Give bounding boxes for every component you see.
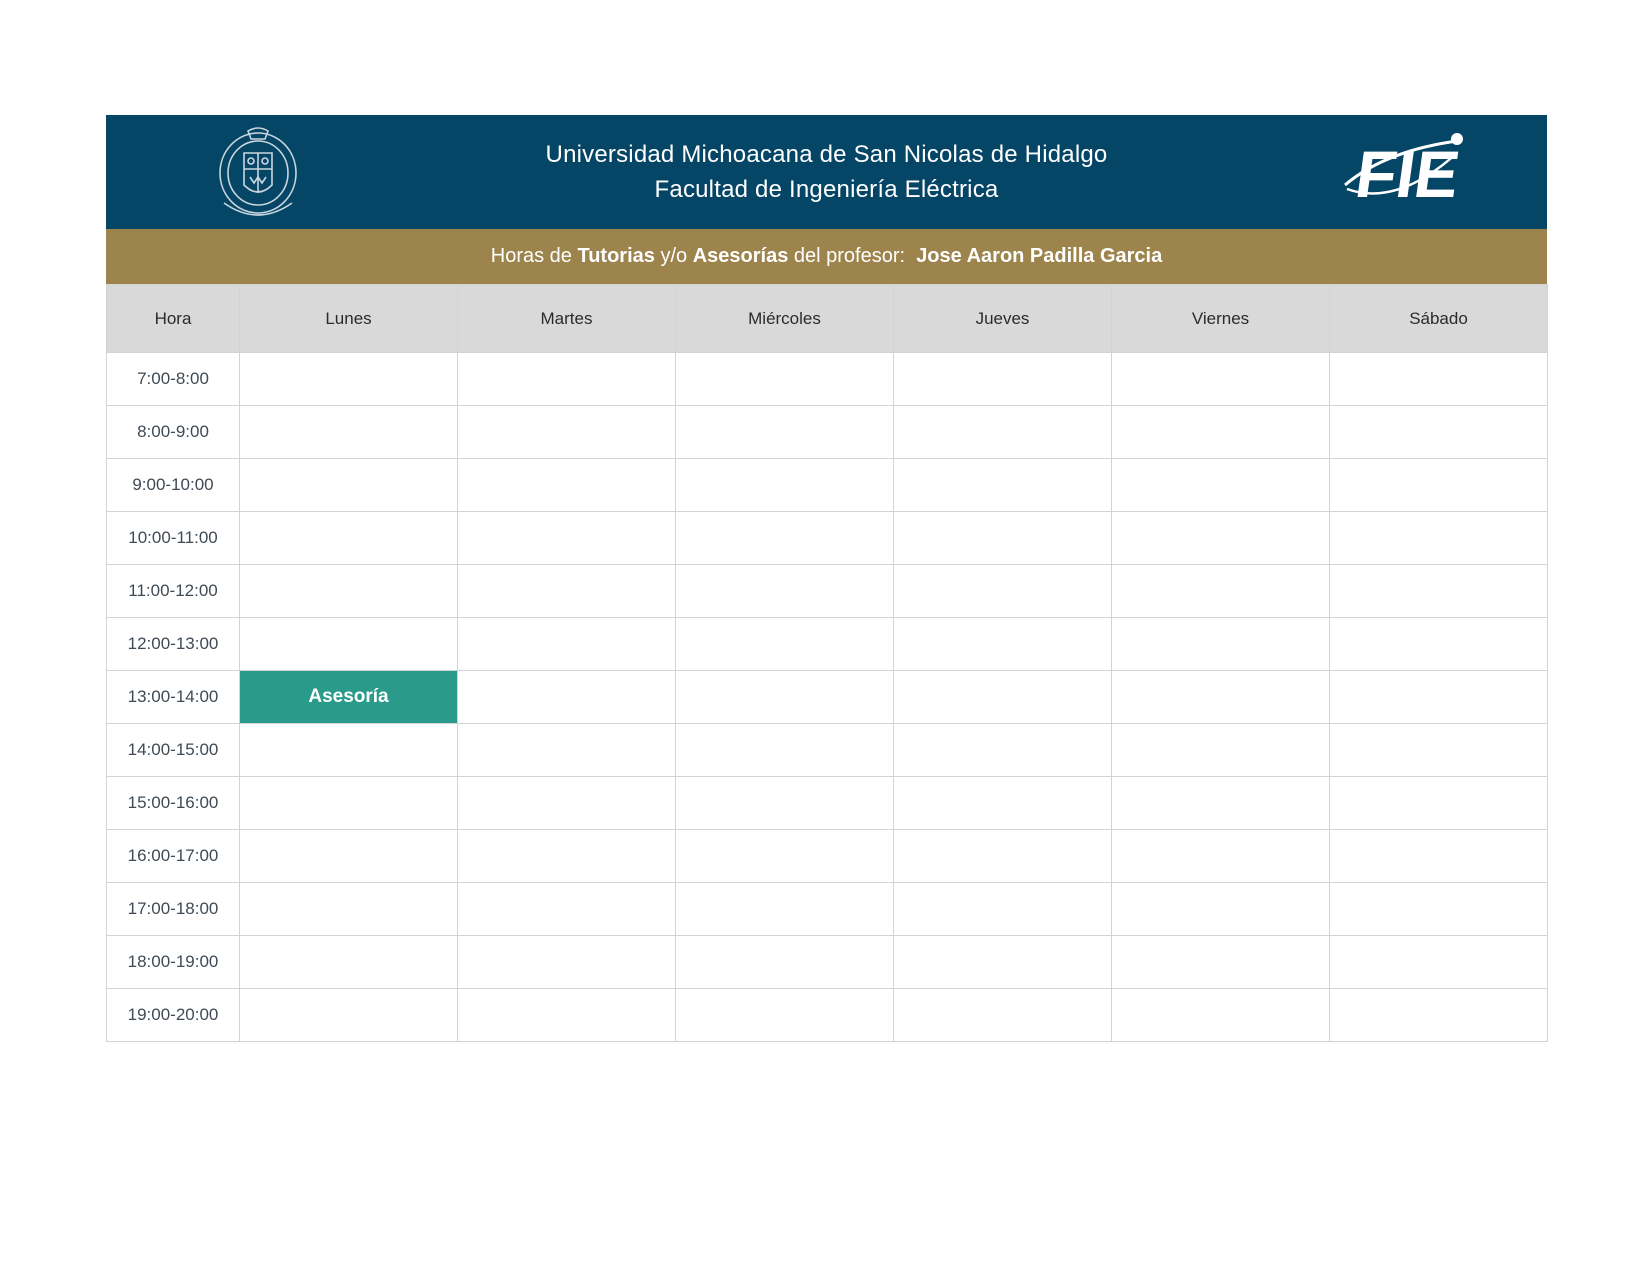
hour-cell: 13:00-14:00 bbox=[107, 671, 240, 724]
slot-cell bbox=[240, 565, 458, 618]
slot-cell bbox=[676, 724, 894, 777]
slot-cell bbox=[458, 406, 676, 459]
slot-cell bbox=[240, 724, 458, 777]
table-row bbox=[107, 830, 1548, 883]
slot-cell bbox=[894, 936, 1112, 989]
slot-cell bbox=[676, 671, 894, 724]
slot-cell bbox=[458, 989, 676, 1042]
slot-cell bbox=[1330, 724, 1548, 777]
slot-cell bbox=[458, 353, 676, 406]
slot-cell bbox=[894, 671, 1112, 724]
professor-name: Jose Aaron Padilla Garcia bbox=[916, 245, 1163, 267]
hour-cell: 11:00-12:00 bbox=[107, 565, 240, 618]
slot-cell bbox=[1330, 936, 1548, 989]
faculty-name: Facultad de Ingeniería Eléctrica bbox=[654, 176, 999, 203]
slot-cell bbox=[1112, 565, 1330, 618]
slot-cell bbox=[458, 512, 676, 565]
slot-cell bbox=[1330, 565, 1548, 618]
slot-cell bbox=[1112, 724, 1330, 777]
slot-cell bbox=[1112, 459, 1330, 512]
slot-cell bbox=[1112, 512, 1330, 565]
slot-cell bbox=[894, 565, 1112, 618]
fie-logo-icon bbox=[1341, 127, 1467, 213]
slot-cell bbox=[894, 512, 1112, 565]
slot-cell bbox=[1330, 618, 1548, 671]
slot-cell bbox=[240, 830, 458, 883]
slot-cell bbox=[458, 724, 676, 777]
slot-cell bbox=[458, 777, 676, 830]
slot-cell bbox=[894, 618, 1112, 671]
slot-cell bbox=[676, 830, 894, 883]
slot-cell bbox=[458, 565, 676, 618]
fie-logo-text: FIE bbox=[1351, 138, 1465, 212]
slot-cell bbox=[240, 353, 458, 406]
slot-cell bbox=[240, 777, 458, 830]
slot-cell bbox=[1112, 618, 1330, 671]
slot-cell bbox=[676, 936, 894, 989]
table-row bbox=[107, 724, 1548, 777]
schedule-sheet bbox=[106, 115, 1547, 1042]
slot-cell bbox=[676, 353, 894, 406]
hour-cell: 18:00-19:00 bbox=[107, 936, 240, 989]
slot-cell bbox=[240, 936, 458, 989]
hour-cell: 14:00-15:00 bbox=[107, 724, 240, 777]
slot-cell bbox=[894, 459, 1112, 512]
slot-cell bbox=[458, 618, 676, 671]
slot-cell bbox=[1112, 883, 1330, 936]
slot-cell bbox=[894, 353, 1112, 406]
column-header-jueves: Jueves bbox=[894, 285, 1112, 353]
banner-asesorias: Asesorías bbox=[692, 245, 789, 267]
slot-cell bbox=[1112, 353, 1330, 406]
slot-cell bbox=[1330, 459, 1548, 512]
slot-cell bbox=[240, 989, 458, 1042]
schedule-table bbox=[106, 284, 1548, 1042]
slot-cell bbox=[458, 883, 676, 936]
slot-cell bbox=[1330, 989, 1548, 1042]
hour-cell: 8:00-9:00 bbox=[107, 406, 240, 459]
slot-cell bbox=[240, 883, 458, 936]
table-row bbox=[107, 353, 1548, 406]
slot-cell bbox=[1112, 406, 1330, 459]
hour-cell: 16:00-17:00 bbox=[107, 830, 240, 883]
banner-prefix: Horas de bbox=[490, 245, 578, 267]
table-row bbox=[107, 512, 1548, 565]
banner-suffix: del profesor: bbox=[788, 245, 911, 267]
slot-cell bbox=[676, 989, 894, 1042]
slot-cell bbox=[676, 406, 894, 459]
hour-cell: 9:00-10:00 bbox=[107, 459, 240, 512]
column-header-miercoles: Miércoles bbox=[676, 285, 894, 353]
column-header-hora: Hora bbox=[107, 285, 240, 353]
hour-cell: 10:00-11:00 bbox=[107, 512, 240, 565]
slot-cell bbox=[676, 565, 894, 618]
table-header-row bbox=[107, 285, 1548, 353]
hour-cell: 15:00-16:00 bbox=[107, 777, 240, 830]
slot-cell bbox=[1330, 777, 1548, 830]
table-row bbox=[107, 989, 1548, 1042]
slot-cell bbox=[458, 936, 676, 989]
column-header-lunes: Lunes bbox=[240, 285, 458, 353]
slot-cell bbox=[676, 459, 894, 512]
slot-cell bbox=[894, 724, 1112, 777]
table-row bbox=[107, 459, 1548, 512]
slot-cell bbox=[1112, 830, 1330, 883]
table-row bbox=[107, 883, 1548, 936]
slot-cell bbox=[676, 512, 894, 565]
hour-cell: 7:00-8:00 bbox=[107, 353, 240, 406]
slot-cell bbox=[1112, 671, 1330, 724]
slot-cell bbox=[458, 830, 676, 883]
hour-cell: 19:00-20:00 bbox=[107, 989, 240, 1042]
slot-cell bbox=[1330, 830, 1548, 883]
slot-cell bbox=[894, 883, 1112, 936]
slot-cell bbox=[240, 459, 458, 512]
table-row bbox=[107, 618, 1548, 671]
slot-cell bbox=[894, 406, 1112, 459]
slot-cell bbox=[240, 406, 458, 459]
slot-cell bbox=[1330, 406, 1548, 459]
table-row bbox=[107, 671, 1548, 724]
column-header-martes: Martes bbox=[458, 285, 676, 353]
table-row bbox=[107, 406, 1548, 459]
slot-cell bbox=[894, 777, 1112, 830]
slot-cell bbox=[894, 830, 1112, 883]
slot-cell bbox=[676, 618, 894, 671]
slot-cell bbox=[240, 618, 458, 671]
slot-cell bbox=[1330, 512, 1548, 565]
slot-cell bbox=[1330, 883, 1548, 936]
table-row bbox=[107, 936, 1548, 989]
column-header-viernes: Viernes bbox=[1112, 285, 1330, 353]
banner-tutorias: Tutorias bbox=[577, 245, 655, 267]
header-titles bbox=[106, 137, 1547, 207]
slot-cell bbox=[1330, 671, 1548, 724]
hour-cell: 17:00-18:00 bbox=[107, 883, 240, 936]
slot-cell bbox=[458, 671, 676, 724]
slot-cell bbox=[458, 459, 676, 512]
professor-banner bbox=[106, 229, 1547, 284]
header-bar bbox=[106, 115, 1547, 229]
slot-cell bbox=[1112, 989, 1330, 1042]
banner-connector: y/o bbox=[654, 245, 693, 267]
slot-cell bbox=[1330, 353, 1548, 406]
slot-cell bbox=[1112, 777, 1330, 830]
slot-cell-filled: Asesoría bbox=[240, 671, 458, 724]
university-name: Universidad Michoacana de San Nicolas de Hidalgo bbox=[545, 141, 1108, 168]
slot-cell bbox=[676, 777, 894, 830]
slot-cell bbox=[1112, 936, 1330, 989]
slot-cell bbox=[676, 883, 894, 936]
table-row bbox=[107, 565, 1548, 618]
slot-cell bbox=[894, 989, 1112, 1042]
hour-cell: 12:00-13:00 bbox=[107, 618, 240, 671]
schedule-body bbox=[107, 353, 1548, 1042]
column-header-sabado: Sábado bbox=[1330, 285, 1548, 353]
slot-cell bbox=[240, 512, 458, 565]
table-row bbox=[107, 777, 1548, 830]
